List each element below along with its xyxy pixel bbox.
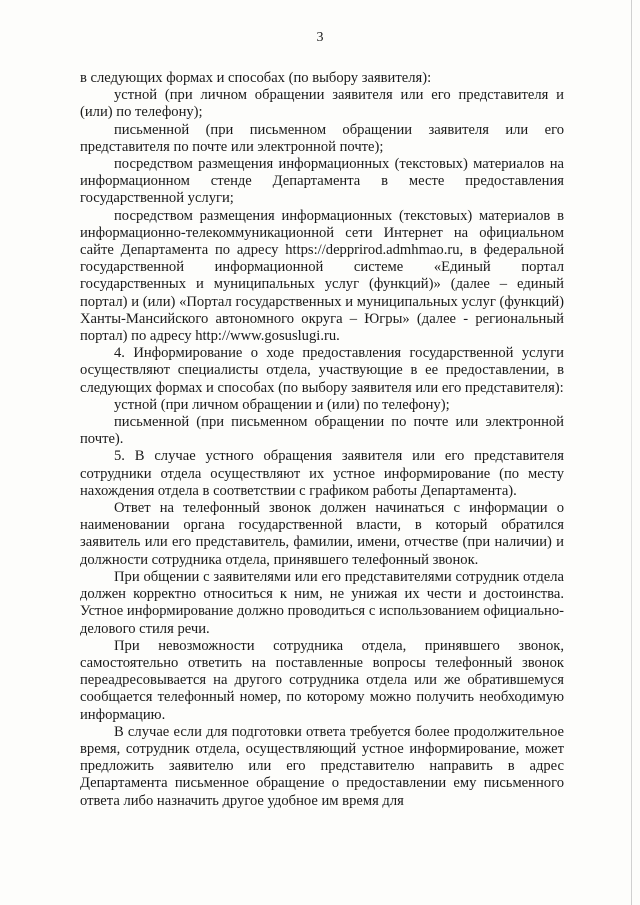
paragraph-section-5: 5. В случае устного обращения заявителя или его представителя сотрудники отдела осуществляют их устное информирование (по месту нахождения отдела в соответствии с графиком работы Департамента). [80,448,564,499]
page-number: 3 [316,30,324,45]
paragraph-oral-form: устной (при личном обращении заявителя или его представителя и (или) по телефону); [80,87,564,121]
paragraph-written-form: письменной (при письменном обращении заявителя или его представителя по почте или электронной почте); [80,121,564,155]
paragraph-redirect-call: При невозможности сотрудника отдела, принявшего звонок, самостоятельно ответить на поставленные вопросы телефонный звонок переадресовывается на другого сотрудника отдела или же обратившемуся сообщается телефонный номер, по которому можно получить необходимую информацию. [80,637,564,723]
document-body [80,70,564,810]
paragraph-continuation: в следующих формах и способах (по выбору заявителя): [80,70,432,86]
paragraph-section-4: 4. Информирование о ходе предоставления государственной услуги осуществляют специалисты отдела, участвующие в ее предоставлении, в следующих формах и способах (по выбору заявителя или его представителя): [80,345,564,396]
paragraph-oral-personal: устной (при личном обращении и (или) по телефону); [114,396,450,413]
paragraph-longer-response: В случае если для подготовки ответа требуется более продолжительное время, сотрудник отдела, осуществляющий устное информирование, может предложить заявителю или его представителю направить в адрес Департамента письменное обращение о предоставлении ему письменного ответа либо назначить другое удобное им время для [80,723,564,809]
scan-edge-line [631,0,632,905]
paragraph-written-mail: письменной (при письменном обращении по почте или электронной почте). [80,414,564,448]
paragraph-internet-portal: посредством размещения информационных (текстовых) материалов в информационно-телекоммуникационной сети Интернет на официальном сайте Департамента по адресу https://depprirod.admhmao.ru, в федеральной государственной информационной системе «Единый портал государственных и муниципальных услуг (функций)» (далее – единый портал) и (или) «Портал государственных и муниципальных услуг (функций) Ханты-Мансийского автономного округа – Югры» (далее - региональный портал) по адресу http://www.gosuslugi.ru. [80,207,564,345]
paragraph-phone-answer: Ответ на телефонный звонок должен начинаться с информации о наименовании органа государственной власти, в который обратился заявитель или его представитель, фамилии, имени, отчестве (при наличии) и должности сотрудника отдела, принявшего телефонный звонок. [80,500,564,568]
paragraph-info-stand: посредством размещения информационных (текстовых) материалов на информационном стенде Департамента в месте предоставления государственной услуги; [80,156,564,207]
paragraph-communication: При общении с заявителями или его представителями сотрудник отдела должен корректно относиться к ним, не унижая их чести и достоинства. Устное информирование должно проводиться с использованием официально-делового стиля речи. [80,568,564,637]
